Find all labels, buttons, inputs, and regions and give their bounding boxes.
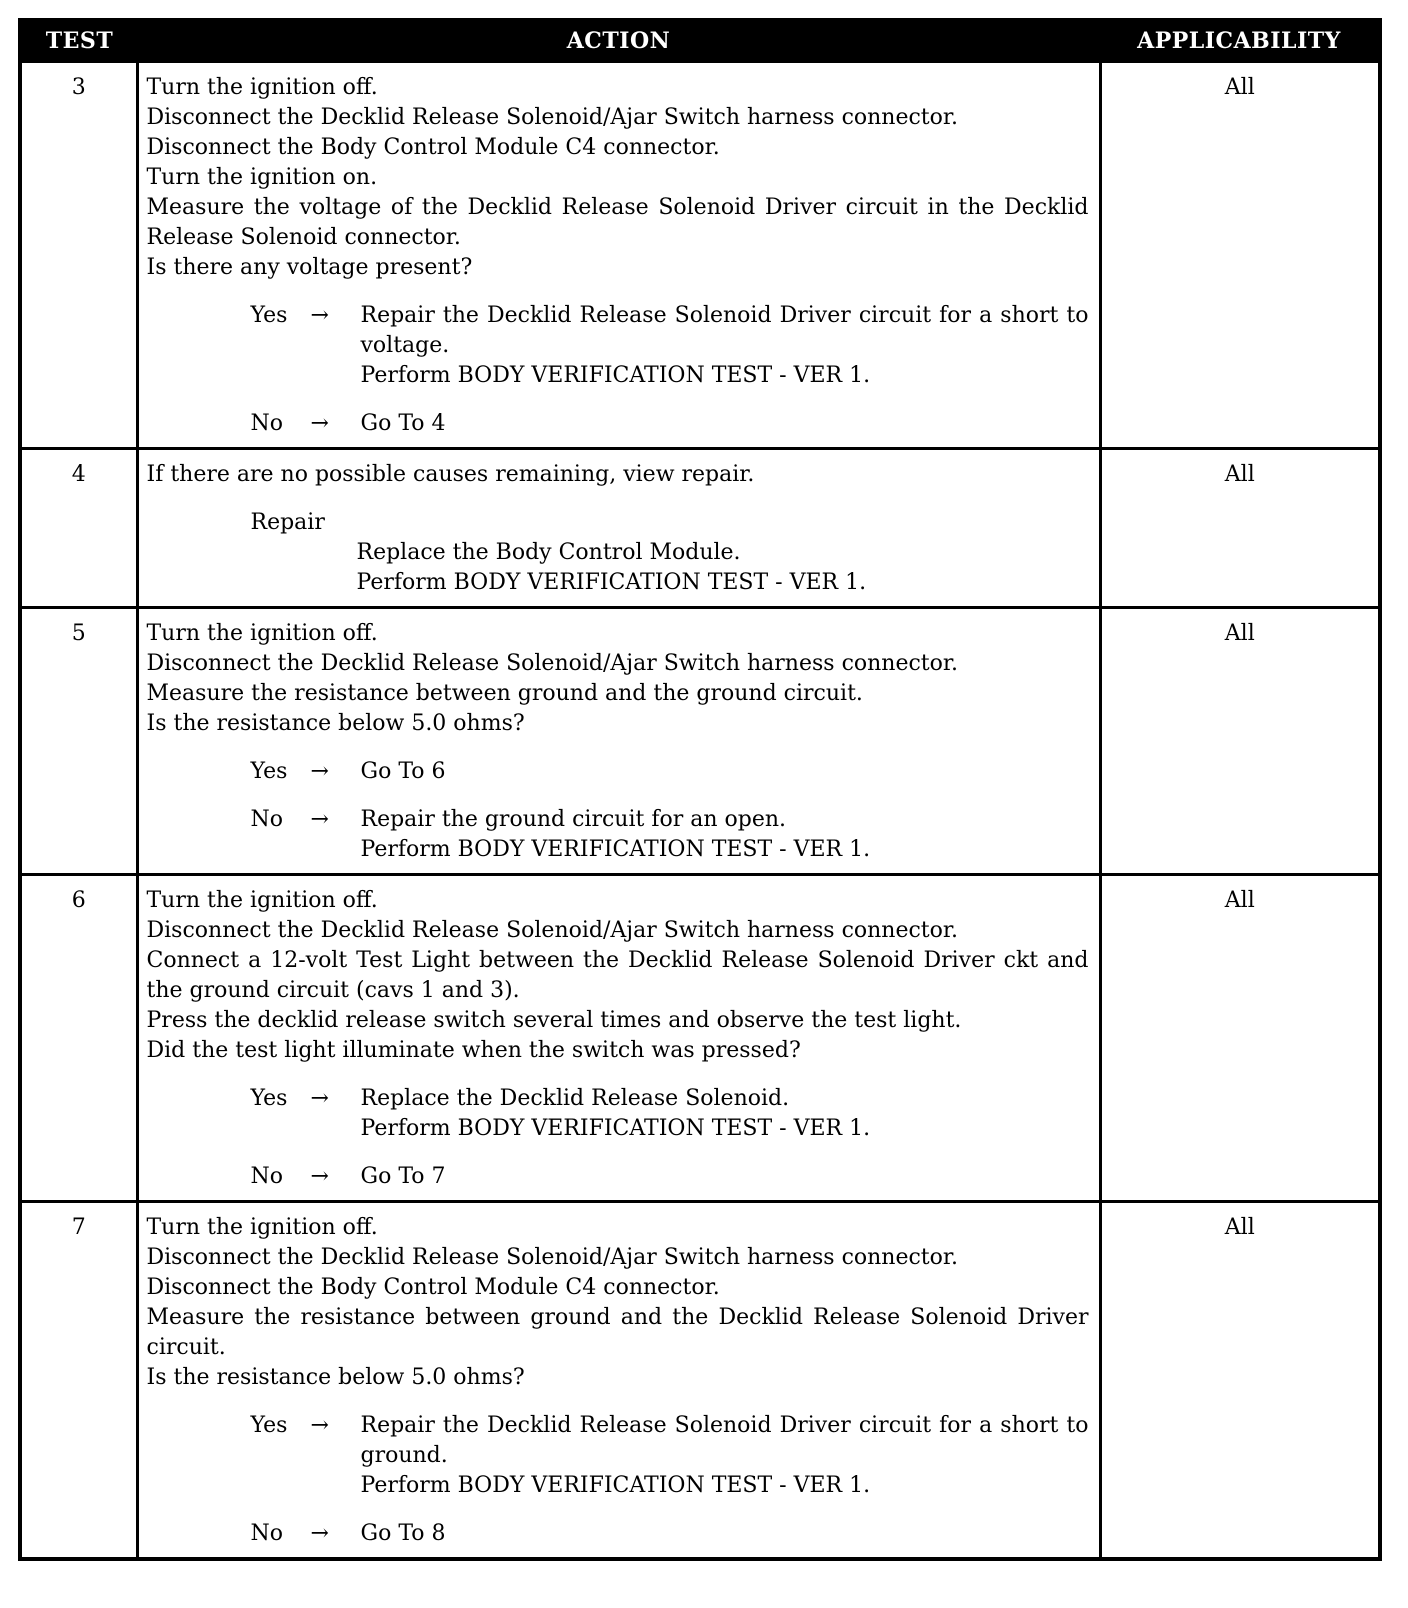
- applicability-value: All: [1100, 62, 1380, 449]
- result-line: Perform BODY VERIFICATION TEST - VER 1.: [360, 837, 871, 862]
- action-step: Turn the ignition off.: [146, 75, 378, 100]
- applicability-value: All: [1100, 449, 1380, 608]
- action-step: Turn the ignition off.: [146, 621, 378, 646]
- arrow-icon: →: [310, 303, 329, 328]
- yes-label: Yes: [250, 303, 288, 328]
- applicability-value: All: [1100, 875, 1380, 1202]
- yes-result: [361, 757, 1089, 787]
- no-result: [361, 1519, 1089, 1549]
- test-number: 5: [20, 608, 137, 875]
- action-step: Disconnect the Decklid Release Solenoid/Ajar Switch harness connector.: [146, 918, 958, 943]
- action-cell: [137, 1202, 1100, 1560]
- action-cell: [137, 449, 1100, 608]
- test-row: [20, 1202, 1380, 1560]
- yes-branch: [251, 301, 1089, 391]
- no-branch: [251, 1519, 1089, 1549]
- applicability-value: All: [1100, 1202, 1380, 1560]
- action-step: Disconnect the Body Control Module C4 connector.: [146, 1275, 720, 1300]
- yes-result: [361, 1084, 1089, 1144]
- diagnostic-table: [18, 18, 1382, 1561]
- action-step: Measure the voltage of the Decklid Release Solenoid Driver circuit in the Decklid Release Solenoid connector.: [146, 195, 1089, 250]
- no-label: No: [250, 807, 283, 832]
- result-line: Repair the Decklid Release Solenoid Driver circuit for a short to ground.: [360, 1413, 1089, 1468]
- yes-label: Yes: [250, 759, 288, 784]
- test-row: [20, 608, 1380, 875]
- action-step: Did the test light illuminate when the switch was pressed?: [146, 1038, 801, 1063]
- action-step: Is the resistance below 5.0 ohms?: [146, 711, 525, 736]
- yes-label: Yes: [250, 1086, 288, 1111]
- action-step: Disconnect the Body Control Module C4 connector.: [146, 135, 720, 160]
- action-cell: [137, 608, 1100, 875]
- repair-line: Replace the Body Control Module.: [356, 540, 741, 565]
- result-block: [147, 1084, 1089, 1192]
- test-number: 7: [20, 1202, 137, 1560]
- header-test: TEST: [20, 20, 137, 62]
- arrow-icon: →: [310, 807, 329, 832]
- result-line: Go To 6: [360, 759, 446, 784]
- result-line: Replace the Decklid Release Solenoid.: [360, 1086, 790, 1111]
- test-row: [20, 62, 1380, 449]
- header-action: ACTION: [137, 20, 1100, 62]
- applicability-value: All: [1100, 608, 1380, 875]
- no-label: No: [250, 1521, 283, 1546]
- result-line: Repair the Decklid Release Solenoid Driver circuit for a short to voltage.: [360, 303, 1089, 358]
- no-branch: [251, 805, 1089, 865]
- action-step: Is the resistance below 5.0 ohms?: [146, 1365, 525, 1390]
- arrow-icon: →: [310, 1164, 329, 1189]
- yes-result: [361, 1411, 1089, 1501]
- result-line: Go To 4: [360, 411, 446, 436]
- result-line: Perform BODY VERIFICATION TEST - VER 1.: [360, 1116, 871, 1141]
- action-step: If there are no possible causes remaining, view repair.: [146, 462, 755, 487]
- header-row: [20, 20, 1380, 62]
- arrow-icon: →: [310, 1413, 329, 1438]
- no-result: [361, 409, 1089, 439]
- repair-line: Perform BODY VERIFICATION TEST - VER 1.: [356, 570, 867, 595]
- action-step: Turn the ignition off.: [146, 888, 378, 913]
- no-label: No: [250, 1164, 283, 1189]
- header-applicability: APPLICABILITY: [1100, 20, 1380, 62]
- test-number: 4: [20, 449, 137, 608]
- result-block: [147, 508, 1089, 598]
- test-number: 6: [20, 875, 137, 1202]
- action-cell: [137, 62, 1100, 449]
- no-label: No: [250, 411, 283, 436]
- no-result: [361, 805, 1089, 865]
- test-number: 3: [20, 62, 137, 449]
- result-line: Go To 8: [360, 1521, 446, 1546]
- action-step: Press the decklid release switch several times and observe the test light.: [146, 1008, 962, 1033]
- action-step: Disconnect the Decklid Release Solenoid/Ajar Switch harness connector.: [146, 651, 958, 676]
- action-step: Turn the ignition on.: [146, 165, 378, 190]
- yes-branch: [251, 1411, 1089, 1501]
- arrow-icon: →: [310, 411, 329, 436]
- action-step: Measure the resistance between ground and the ground circuit.: [146, 681, 863, 706]
- result-block: [147, 301, 1089, 439]
- yes-label: Yes: [250, 1413, 288, 1438]
- no-branch: [251, 409, 1089, 439]
- arrow-icon: →: [310, 1086, 329, 1111]
- action-step: Disconnect the Decklid Release Solenoid/Ajar Switch harness connector.: [146, 1245, 958, 1270]
- result-line: Perform BODY VERIFICATION TEST - VER 1.: [360, 1473, 871, 1498]
- test-row: [20, 875, 1380, 1202]
- yes-branch: [251, 1084, 1089, 1144]
- yes-result: [361, 301, 1089, 391]
- no-branch: [251, 1162, 1089, 1192]
- action-cell: [137, 875, 1100, 1202]
- repair-label: Repair: [250, 510, 325, 535]
- arrow-icon: →: [310, 759, 329, 784]
- action-step: Is there any voltage present?: [146, 255, 473, 280]
- action-step: Connect a 12-volt Test Light between the Decklid Release Solenoid Driver ckt and the ground circuit (cavs 1 and 3).: [146, 948, 1089, 1003]
- result-block: [147, 1411, 1089, 1549]
- yes-branch: [251, 757, 1089, 787]
- arrow-icon: →: [310, 1521, 329, 1546]
- action-step: Disconnect the Decklid Release Solenoid/Ajar Switch harness connector.: [146, 105, 958, 130]
- action-step: Turn the ignition off.: [146, 1215, 378, 1240]
- test-row: [20, 449, 1380, 608]
- no-result: [361, 1162, 1089, 1192]
- result-line: Perform BODY VERIFICATION TEST - VER 1.: [360, 363, 871, 388]
- result-line: Go To 7: [360, 1164, 446, 1189]
- result-block: [147, 757, 1089, 865]
- result-line: Repair the ground circuit for an open.: [360, 807, 787, 832]
- action-step: Measure the resistance between ground and the Decklid Release Solenoid Driver circuit.: [146, 1305, 1089, 1360]
